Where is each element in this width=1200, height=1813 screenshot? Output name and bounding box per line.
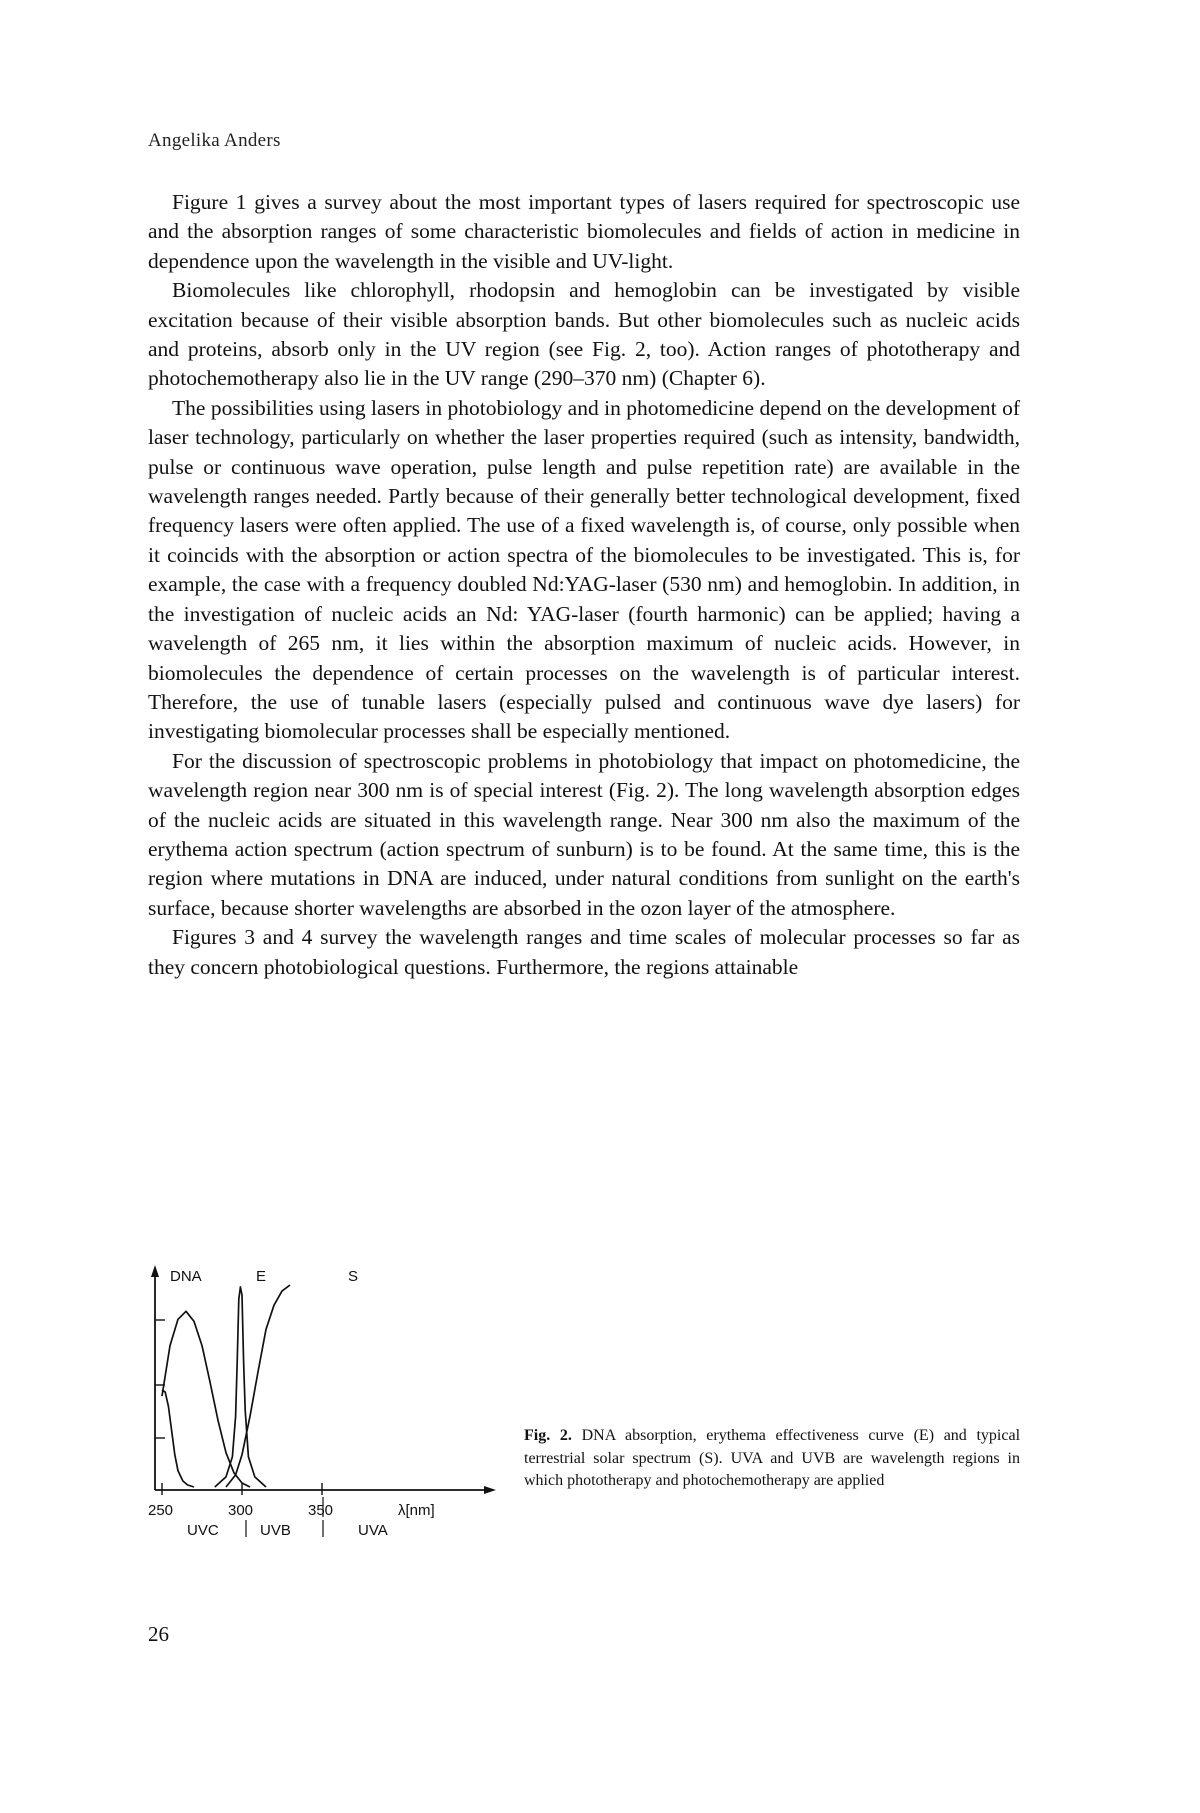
- x-tick-label: 250: [148, 1502, 174, 1519]
- x-tick-label: 300: [228, 1502, 254, 1519]
- x-axis-arrow: [484, 1486, 496, 1494]
- x-tick-label: 350: [308, 1502, 334, 1519]
- region-label-uvb: UVB: [260, 1522, 291, 1539]
- region-label-uva: UVA: [358, 1522, 388, 1539]
- erythema-label: E: [256, 1268, 267, 1285]
- series-line-dna: [162, 1390, 194, 1487]
- dna-label: DNA: [170, 1268, 202, 1285]
- paragraph: The possibilities using lasers in photobiology and in photomedicine depend on the development of laser technology, particularly on whether the laser properties required (such as intensity, bandwidth, pulse or continuous wave operation, pulse length and pulse repetition rate) are available in the wavelength ranges needed. Partly because of their generally better technological development, fixed frequency lasers were often applied. The use of a fixed wavelength is, of course, only possible when it coincids with the absorption or action spectra of the biomolecules to be investigated. This is, for example, the case with a frequency doubled Nd:YAG-laser (530 nm) and hemoglobin. In addition, in the investigation of nucleic acids an Nd: YAG-laser (fourth harmonic) can be applied; having a wavelength of 265 nm, it lies within the absorption maximum of nucleic acids. However, in biomolecules the dependence of certain processes on the wavelength is of particular interest. Therefore, the use of tunable lasers (especially pulsed and continuous wave dye lasers) for investigating biomolecular processes shall be especially mentioned.: [148, 395, 1020, 744]
- paragraph: Figures 3 and 4 survey the wavelength ranges and time scales of molecular processes so far as they concern photobiological questions. Furthermore, the regions attainable: [148, 925, 1020, 979]
- paragraph: For the discussion of spectroscopic problems in photobiology that impact on photomedicine, the wavelength region near 300 nm is of special interest (Fig. 2). The long wavelength absorption edges of the nucleic acids are situated in this wavelength range. Near 300 nm also the maximum of the erythema action spectrum (action spectrum of sunburn) is to be found. At the same time, this is the region where mutations in DNA are induced, under natural conditions from sunlight on the earth's surface, because shorter wavelengths are absorbed in the ozon layer of the atmosphere.: [148, 748, 1020, 920]
- solar-label: S: [348, 1268, 359, 1285]
- paragraph: Biomolecules like chlorophyll, rhodopsin and hemoglobin can be investigated by visible excitation because of their visible absorption bands. But other biomolecules such as nucleic acids and proteins, absorb only in the UV region (see Fig. 2, too). Action ranges of phototherapy and photochemotherapy also lie in the UV range (290–370 nm) (Chapter 6).: [148, 278, 1020, 391]
- figure-2: [140, 1255, 1020, 1615]
- body-text: [148, 188, 1020, 982]
- paragraph: Figure 1 gives a survey about the most important types of lasers required for spectroscopic use and the absorption ranges of some characteristic biomolecules and fields of action in medicine in dependence upon the wavelength in the visible and UV-light.: [148, 190, 1020, 273]
- page-number: 26: [148, 1622, 169, 1646]
- running-head: Angelika Anders: [148, 130, 281, 151]
- region-label-uvc: UVC: [187, 1522, 219, 1539]
- figure-caption: [524, 1425, 1020, 1493]
- x-axis-label: λ[nm]: [398, 1502, 435, 1519]
- series-line-s: [226, 1285, 290, 1487]
- caption-text: DNA absorption, erythema effectiveness curve (E) and typical terrestrial solar spectrum (S). UVA and UVB are wavelength regions in which phototherapy and photochemotherapy are applied: [524, 1427, 1021, 1489]
- caption-figure-label: Fig. 2.: [524, 1427, 572, 1444]
- spectrum-plot: [140, 1255, 520, 1575]
- y-axis-arrow: [151, 1265, 159, 1277]
